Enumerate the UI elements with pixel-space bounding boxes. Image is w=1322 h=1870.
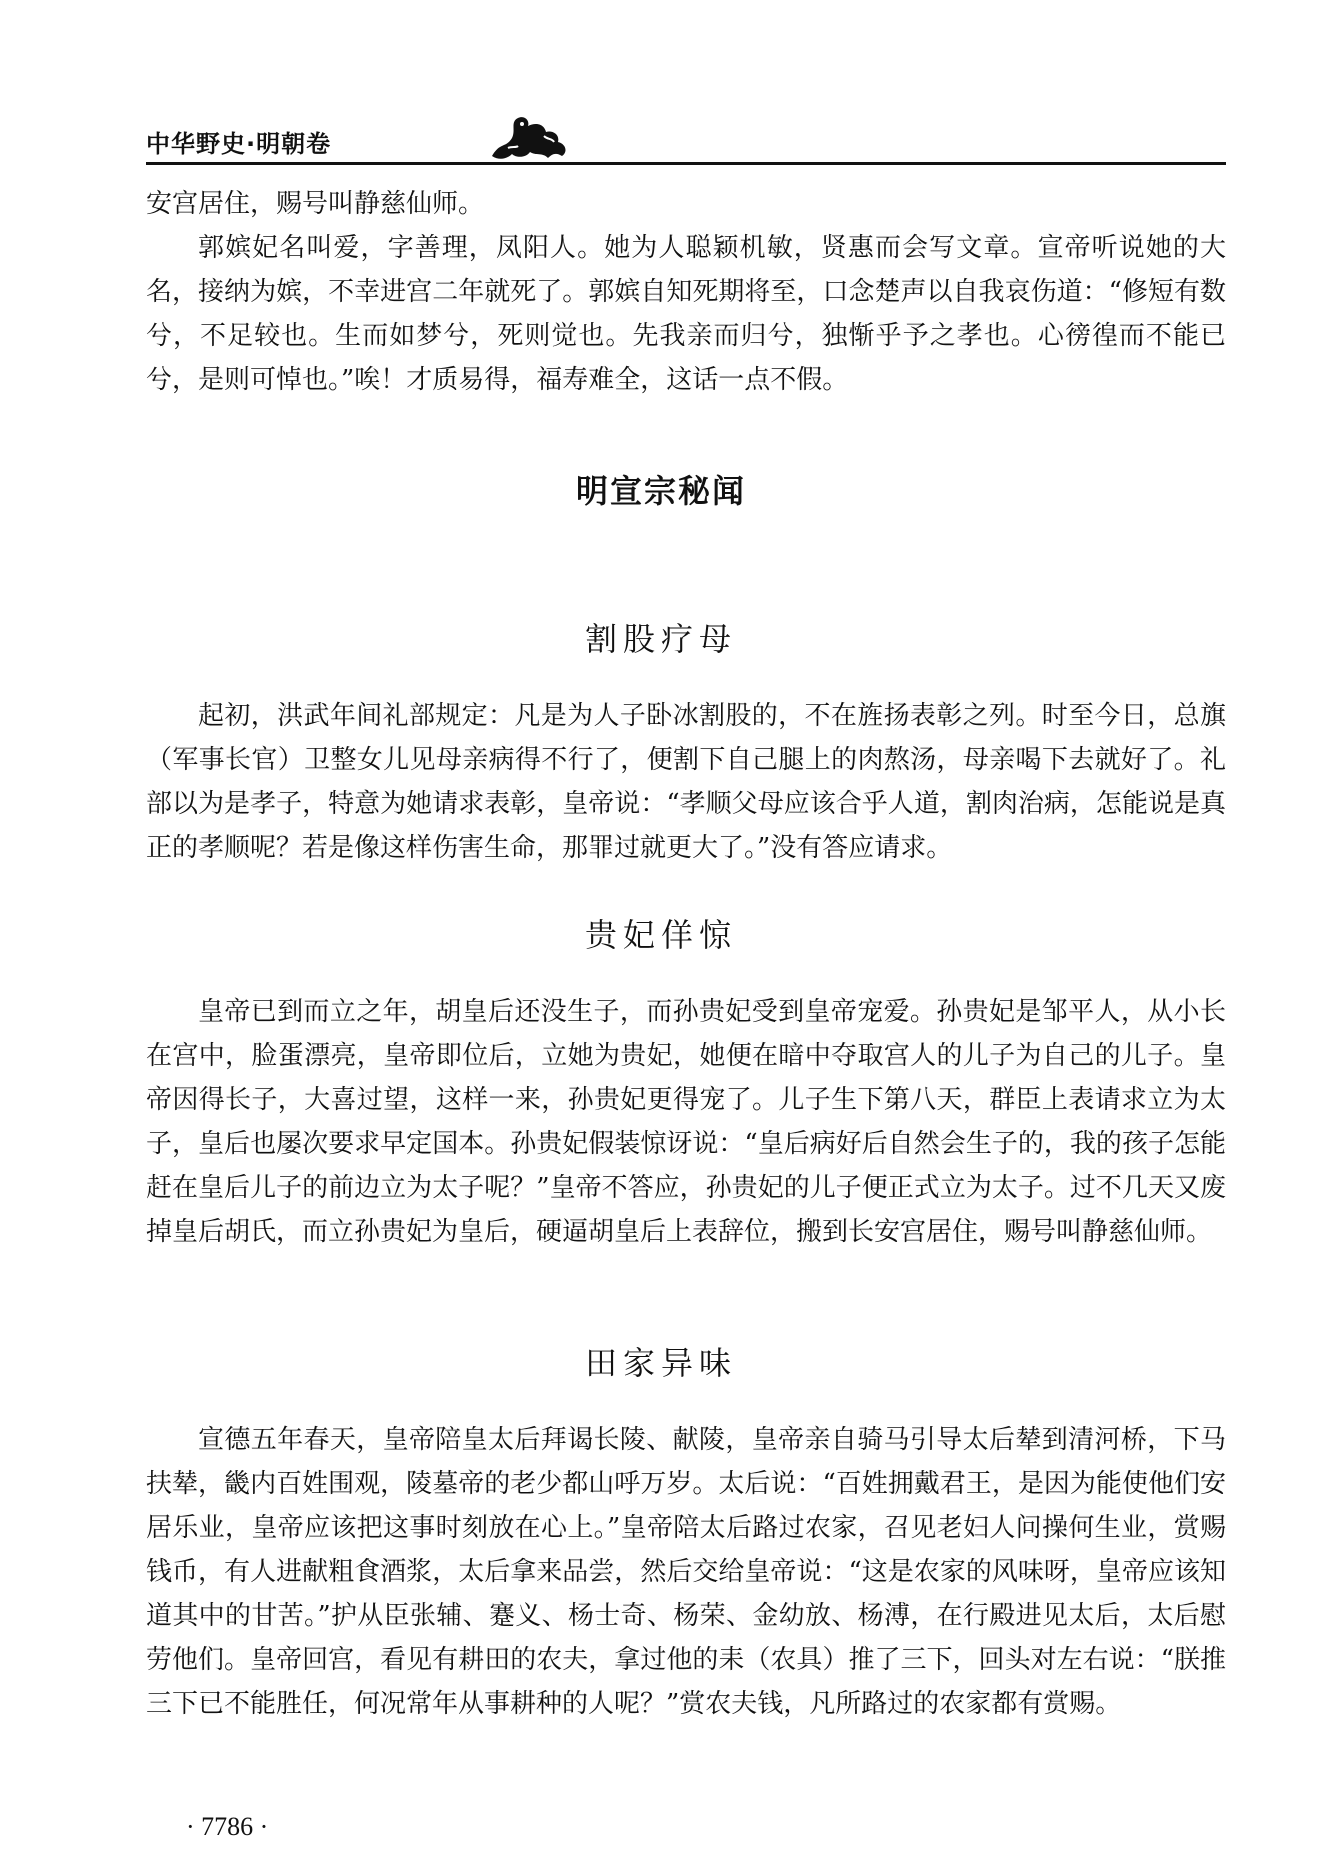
- section-title-1: 割股疗母: [584, 620, 737, 658]
- chapter-title: 明宣宗秘闻: [575, 472, 746, 510]
- section-body-1: [146, 694, 1226, 870]
- running-header: [146, 118, 1226, 164]
- section-1-paragraph: 起初，洪武年间礼部规定：凡是为人子卧冰割股的，不在旌扬表彰之列。时至今日，总旗（军事长官）卫整女儿见母亲病得不行了，便割下自己腿上的肉熬汤，母亲喝下去就好了。礼部以为是孝子，特意为她请求表彰，皇帝说：“孝顺父母应该合乎人道，割肉治病，怎能说是真正的孝顺呢？若是像这样伤害生命，那罪过就更大了。”没有答应请求。: [146, 701, 1226, 863]
- section-body-3: [146, 1418, 1226, 1726]
- book-title: 中华野史·明朝卷: [146, 130, 332, 158]
- section-title-2: 贵妃佯惊: [584, 916, 737, 954]
- section-title-3: 田家异味: [584, 1344, 737, 1382]
- intro-paragraph-1: 安宫居住，赐号叫静慈仙师。: [146, 189, 485, 219]
- intro-text: [146, 182, 1226, 402]
- section-3-paragraph: 宣德五年春天，皇帝陪皇太后拜谒长陵、献陵，皇帝亲自骑马引导太后辇到清河桥，下马扶辇，畿内百姓围观，陵墓帝的老少都山呼万岁。太后说：“百姓拥戴君王，是因为能使他们安居乐业，皇帝应该把这事时刻放在心上。”皇帝陪太后路过农家，召见老妇人问操何生业，赏赐钱币，有人进献粗食酒浆，太后拿来品尝，然后交给皇帝说：“这是农家的风味呀，皇帝应该知道其中的甘苦。”护从臣张辅、蹇义、杨士奇、杨荣、金幼放、杨溥，在行殿进见太后，太后慰劳他们。皇帝回宫，看见有耕田的农夫，拿过他的耒（农具）推了三下，回头对左右说：“朕推三下已不能胜任，何况常年从事耕种的人呢？”赏农夫钱，凡所路过的农家都有赏赐。: [146, 1425, 1226, 1719]
- section-2-paragraph: 皇帝已到而立之年，胡皇后还没生子，而孙贵妃受到皇帝宠爱。孙贵妃是邹平人，从小长在宫中，脸蛋漂亮，皇帝即位后，立她为贵妃，她便在暗中夺取宫人的儿子为自己的儿子。皇帝因得长子，大喜过望，这样一来，孙贵妃更得宠了。儿子生下第八天，群臣上表请求立为太子，皇后也屡次要求早定国本。孙贵妃假装惊讶说：“皇后病好后自然会生子的，我的孩子怎能赶在皇后儿子的前边立为太子呢？”皇帝不答应，孙贵妃的儿子便正式立为太子。过不几天又废掉皇后胡氏，而立孙贵妃为皇后，硬逼胡皇后上表辞位，搬到长安宫居住，赐号叫静慈仙师。: [146, 997, 1226, 1247]
- intro-paragraph-2: 郭嫔妃名叫爱，字善理，凤阳人。她为人聪颖机敏，贤惠而会写文章。宣帝听说她的大名，接纳为嫔，不幸进宫二年就死了。郭嫔自知死期将至，口念楚声以自我哀伤道：“修短有数兮，不足较也。生而如梦兮，死则觉也。先我亲而归兮，独惭乎予之孝也。心徬徨而不能已兮，是则可悼也。”唉！才质易得，福寿难全，这话一点不假。: [146, 233, 1226, 395]
- dragon-emblem-icon: [486, 112, 572, 164]
- header-rule: [146, 162, 1226, 165]
- section-body-2: [146, 990, 1226, 1254]
- page-number: · 7786 ·: [186, 1812, 269, 1841]
